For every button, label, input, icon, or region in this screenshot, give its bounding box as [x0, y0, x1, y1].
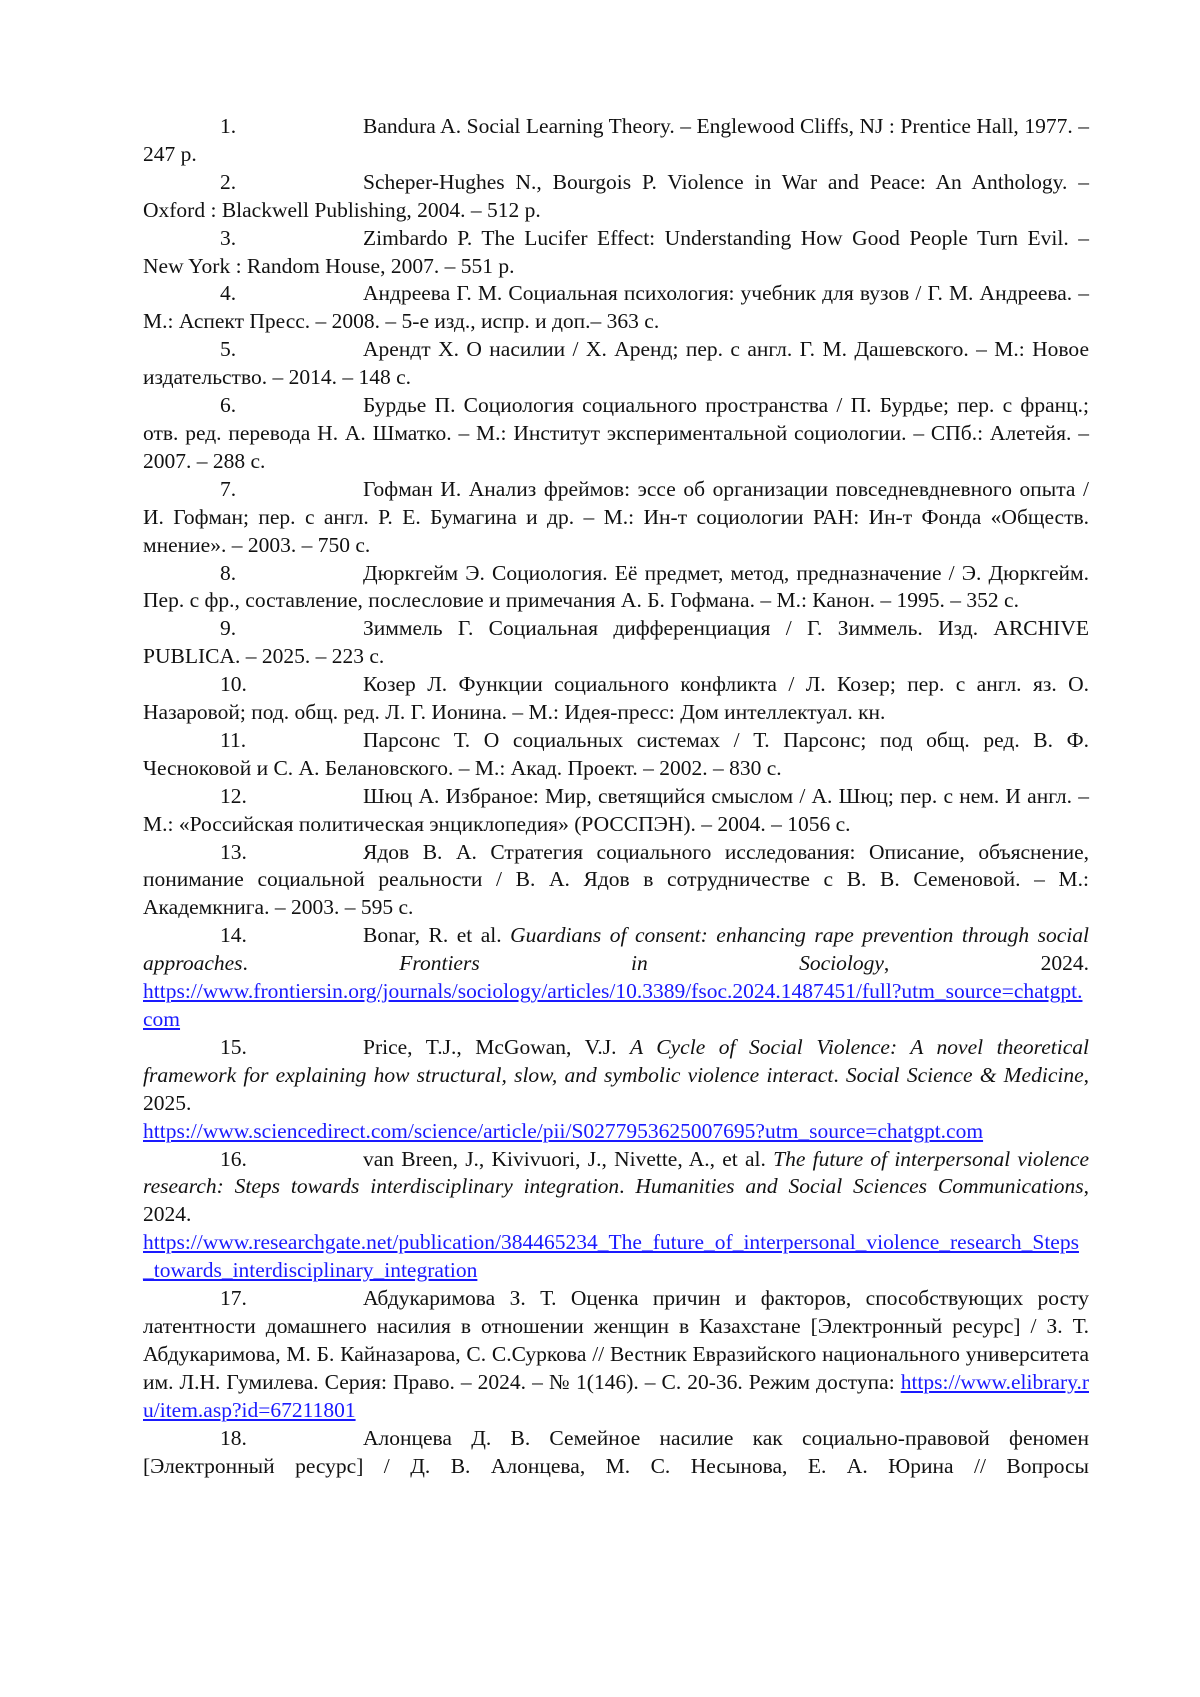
list-item: 10. Козер Л. Функции социального конфликта / Л. Козер; пер. с англ. яз. О. Назаровой; под. общ. ред. Л. Г. Ионина. – М.: Идея-пресс: Дом интеллектуал. кн. [143, 672, 1089, 725]
reference-citation: 16. van Breen, J., Kivivuori, J., Nivette, A., et al. The future of interpersonal violence research: Steps towards interdisciplinary integration. Humanities and Social Sciences Communications, 2024. [143, 1146, 1090, 1227]
reference-url-line [143, 1229, 1089, 1285]
list-item: 6. Бурдье П. Социология социального пространства / П. Бурдье; пер. с франц.; отв. ред. перевода Н. А. Шматко. – М.: Институт экспериментальной социологии. – СПб.: Алетейя. – 2007. – 288 с. [143, 393, 1089, 473]
reference-link[interactable]: https://www.elibrary.ru/item.asp?id=67211801 [143, 1369, 1089, 1422]
list-item: 3. Zimbardo P. The Lucifer Effect: Understanding How Good People Turn Evil. – New York : Random House, 2007. – 551 p. [143, 225, 1089, 278]
list-item: 17. Абдукаримова З. Т. Оценка причин и факторов, способствующих росту латентности домашнего насилия в отношении женщин в Казахстане [Электронный ресурс] / З. Т. Абдукаримова, М. Б. Кайназарова, С. С.Суркова // Вестник Евразийского национального университета им. Л.Н. Гумилева. Серия: Право. – 2024. – № 1(146). – С. 20-36. Режим доступа: https://www.elibrary.ru/item.asp?id=67211801 [143, 1286, 1089, 1422]
reference-citation: 14. Bonar, R. et al. Guardians of consent: enhancing rape prevention through social approaches. Frontiers in Sociology, 2024. [143, 923, 1090, 976]
list-item: 4. Андреева Г. М. Социальная психология: учебник для вузов / Г. М. Андреева. – М.: Аспект Пресс. – 2008. – 5-е изд., испр. и доп.– 363 с. [143, 281, 1089, 334]
reference-url-line [143, 1118, 1089, 1146]
list-item: 9. Зиммель Г. Социальная дифференциация / Г. Зиммель. Изд. ARCHIVE PUBLICA. – 2025. – 223 с. [143, 616, 1089, 669]
list-item: 1. Bandura A. Social Learning Theory. – Englewood Cliffs, NJ : Prentice Hall, 1977. –247 p. [143, 114, 1089, 166]
list-item: 2. Scheper-Hughes N., Bourgois P. Violence in War and Peace: An Anthology. – Oxford : Blackwell Publishing, 2004. – 512 p. [143, 169, 1089, 222]
list-item [143, 922, 1089, 1034]
list-item: 12. Шюц А. Избраное: Мир, светящийся смыслом / А. Шюц; пер. с нем. И англ. – М.: «Российская политическая энциклопедия» (РОССПЭН). – 2004. – 1056 с. [143, 783, 1089, 836]
list-item: 8. Дюркгейм Э. Социология. Её предмет, метод, предназначение / Э. Дюркгейм. Пер. с фр., составление, послесловие и примечания А. Б. Гофмана. – М.: Канон. – 1995. – 352 с. [143, 560, 1089, 613]
reference-url-line [143, 978, 1089, 1034]
list-item [143, 1146, 1089, 1286]
reference-link[interactable]: https://www.researchgate.net/publication/384465234_The_future_of_interpersonal_violence_research_Steps_towards_interdisciplinary_integration [143, 1230, 1079, 1283]
list-item: 7. Гофман И. Анализ фреймов: эссе об организации повседневдневного опыта / И. Гофман; пер. с англ. Р. Е. Бумагина и др. – М.: Ин-т социологии РАН: Ин-т Фонда «Обществ. мнение». – 2003. – 750 с. [143, 476, 1089, 557]
reference-link[interactable]: https://www.frontiersin.org/journals/sociology/articles/10.3389/fsoc.2024.1487451/full?utm_source=chatgpt.com [143, 979, 1083, 1031]
list-item: 11. Парсонс Т. О социальных системах / Т. Парсонс; под общ. ред. В. Ф. Чесноковой и С. А. Белановского. – М.: Акад. Проект. – 2002. – 830 с. [143, 727, 1089, 780]
list-item: 13. Ядов В. А. Стратегия социального исследования: Описание, объяснение, понимание социальной реальности / В. А. Ядов в сотрудничестве с В. В. Семеновой. – М.: Академкнига. – 2003. – 595 с. [143, 839, 1089, 920]
list-item [143, 1034, 1089, 1146]
reference-list [143, 113, 1089, 1480]
reference-citation: 15. Price, T.J., McGowan, V.J. A Cycle of Social Violence: A novel theoretical framework for explaining how structural, slow, and symbolic violence interact. Social Science & Medicine, 2025. [143, 1034, 1090, 1115]
list-item: 5. Арендт Х. О насилии / Х. Аренд; пер. с англ. Г. М. Дашевского. – М.: Новое издательство. – 2014. – 148 с. [143, 337, 1089, 390]
reference-link[interactable]: https://www.sciencedirect.com/science/article/pii/S0277953625007695?utm_source=chatgpt.com [143, 1118, 984, 1143]
list-item: 18. Алонцева Д. В. Семейное насилие как социально-правовой феномен [Электронный ресурс] / Д. В. Алонцева, М. С. Несынова, Е. А. Юрина // Вопросы [143, 1425, 1089, 1478]
